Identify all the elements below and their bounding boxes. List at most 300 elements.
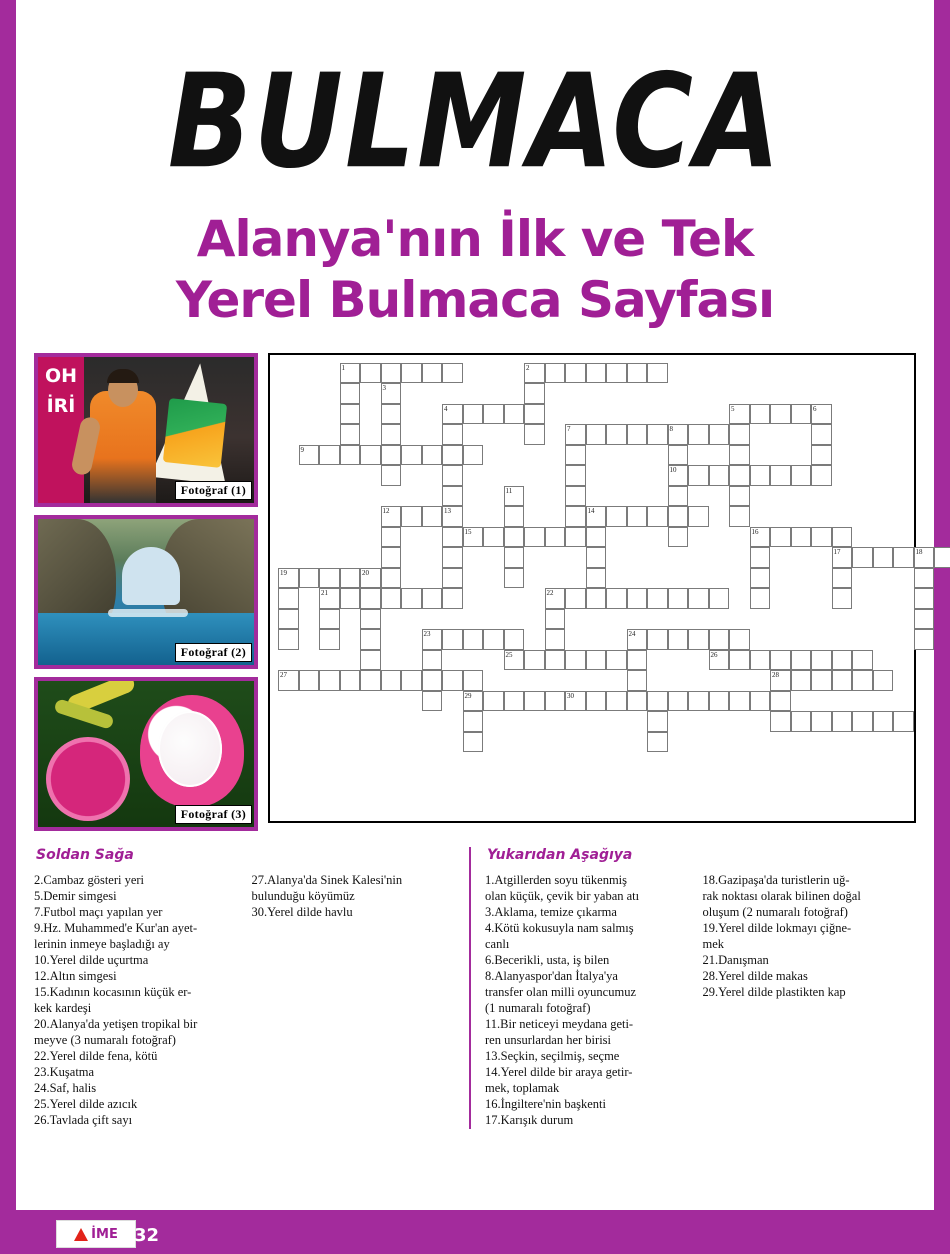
event-banner: OH İRİ	[38, 357, 84, 503]
clue-line: ren unsurlardan her birisi	[485, 1032, 612, 1047]
crossword-cell[interactable]	[401, 506, 422, 527]
cell-number: 6	[813, 404, 817, 413]
clue-line: 8.Alanyaspor'dan İtalya'ya	[485, 968, 618, 983]
crossword-cell[interactable]	[340, 383, 361, 404]
crossword-cell[interactable]	[401, 670, 422, 691]
cell-number: 18	[915, 548, 923, 556]
crossword-cell[interactable]	[340, 670, 361, 691]
crossword-cell[interactable]	[565, 465, 586, 486]
cell-number: 24	[628, 630, 636, 638]
crossword-cell[interactable]	[401, 445, 422, 466]
masthead	[16, 0, 934, 331]
crossword-cell[interactable]	[545, 609, 566, 630]
crossword-cell[interactable]	[504, 629, 525, 650]
right-purple-border	[934, 0, 950, 1254]
crossword-cell[interactable]	[299, 445, 320, 466]
crossword-cell[interactable]	[791, 650, 812, 671]
crossword-cell[interactable]	[811, 445, 832, 466]
crossword-cell[interactable]	[750, 465, 771, 486]
crossword-cell[interactable]	[586, 650, 607, 671]
clue-line: bulunduğu köyümüz	[251, 888, 355, 903]
crossword-cell[interactable]	[463, 691, 484, 712]
crossword-cell[interactable]	[319, 445, 340, 466]
crossword-cell[interactable]	[668, 691, 689, 712]
cave-arch	[122, 547, 180, 605]
crossword-cell[interactable]	[606, 363, 627, 384]
cell-number: 8	[669, 425, 673, 433]
cell-number: 23	[423, 630, 431, 638]
cell-number: 15	[464, 527, 472, 536]
crossword-cell[interactable]	[504, 506, 525, 527]
crossword-cell[interactable]	[524, 691, 545, 712]
crossword-cell[interactable]	[811, 465, 832, 486]
crossword-cell[interactable]	[360, 445, 381, 466]
crossword-cell[interactable]	[545, 363, 566, 384]
crossword-cell[interactable]	[811, 424, 832, 445]
crossword-cell[interactable]	[647, 424, 668, 445]
crossword-cell[interactable]	[729, 629, 750, 650]
crossword-cell[interactable]	[586, 506, 607, 527]
crossword-cell[interactable]	[442, 465, 463, 486]
clue-line: 26.Tavlada çift sayı	[34, 1112, 133, 1127]
clue-line: rak noktası olarak bilinen doğal	[702, 888, 861, 903]
crossword-cell[interactable]	[811, 527, 832, 548]
crossword-cell[interactable]	[319, 568, 340, 589]
crossword-cell[interactable]	[278, 609, 299, 630]
crossword-cell[interactable]	[852, 670, 873, 691]
cell-number: 26	[710, 650, 718, 659]
crossword-cell[interactable]	[442, 404, 463, 425]
crossword-cell[interactable]	[381, 404, 402, 425]
crossword-cell[interactable]	[504, 404, 525, 425]
crossword-cell[interactable]	[381, 363, 402, 384]
cell-number: 13	[444, 507, 451, 515]
crossword-cell[interactable]	[668, 445, 689, 466]
cell-number: 10	[669, 466, 677, 474]
crossword-cell[interactable]	[545, 650, 566, 671]
crossword-cell[interactable]	[524, 383, 545, 404]
crossword-cell[interactable]	[545, 588, 566, 609]
page-subtitle	[16, 209, 934, 331]
crossword-cell[interactable]	[934, 547, 950, 568]
crossword-cell[interactable]	[360, 609, 381, 630]
crossword-cell[interactable]	[606, 650, 627, 671]
crossword-cell[interactable]	[627, 363, 648, 384]
cell-number: 29	[464, 691, 472, 700]
crossword-cell[interactable]	[381, 424, 402, 445]
crossword-cell[interactable]	[299, 568, 320, 589]
crossword-cell[interactable]	[750, 568, 771, 589]
clue-line: kek kardeşi	[34, 1000, 92, 1015]
crossword-cell[interactable]	[832, 650, 853, 671]
clue-line: transfer olan milli oyuncumuz	[485, 984, 637, 999]
crossword-cell[interactable]	[381, 588, 402, 609]
across-title: Soldan Sağa	[36, 846, 134, 863]
cell-number: 21	[321, 589, 328, 597]
crossword-cell[interactable]	[442, 670, 463, 691]
footer-bar	[16, 1210, 934, 1254]
crossword-cell[interactable]	[627, 629, 648, 650]
crossword-cell[interactable]	[729, 691, 750, 712]
crossword-cell[interactable]	[627, 506, 648, 527]
clue-line: 13.Seçkin, seçilmiş, seçme	[485, 1048, 620, 1063]
crossword-cell[interactable]	[832, 527, 853, 548]
clue-line: 15.Kadının kocasının küçük er-	[34, 984, 192, 999]
crossword-cell[interactable]	[340, 404, 361, 425]
crossword-cell[interactable]	[668, 486, 689, 507]
crossword-cell[interactable]	[832, 711, 853, 732]
crossword-cell[interactable]	[914, 547, 935, 568]
down-column-2	[703, 873, 903, 1129]
crossword-cell[interactable]	[750, 691, 771, 712]
crossword-cell[interactable]	[565, 691, 586, 712]
crossword-cell[interactable]	[668, 465, 689, 486]
crossword-cell[interactable]	[647, 629, 668, 650]
crossword-cell[interactable]	[381, 547, 402, 568]
crossword-cell[interactable]	[381, 506, 402, 527]
clue-line: olan küçük, çevik bir yaban atı	[485, 888, 640, 903]
cell-number: 12	[382, 507, 390, 515]
crossword-cell[interactable]	[545, 691, 566, 712]
crossword-cell[interactable]	[319, 670, 340, 691]
footballer-hair	[107, 369, 139, 383]
crossword-cell[interactable]	[668, 629, 689, 650]
crossword-cell[interactable]	[565, 424, 586, 445]
crossword-cell[interactable]	[483, 404, 504, 425]
crossword-cell[interactable]	[360, 588, 381, 609]
crossword-cell[interactable]	[893, 711, 914, 732]
crossword-cell[interactable]	[504, 691, 525, 712]
crossword-cell[interactable]	[709, 465, 730, 486]
crossword-cell[interactable]	[463, 711, 484, 732]
crossword-cell[interactable]	[565, 650, 586, 671]
crossword-cell[interactable]	[750, 404, 771, 425]
crossword-cell[interactable]	[750, 527, 771, 548]
crossword-cell[interactable]	[668, 588, 689, 609]
crossword-cell[interactable]	[770, 670, 791, 691]
crossword-cell[interactable]	[791, 465, 812, 486]
crossword-cell[interactable]	[729, 445, 750, 466]
crossword-cell[interactable]	[442, 547, 463, 568]
crossword-cell[interactable]	[381, 670, 402, 691]
crossword-cell[interactable]	[606, 506, 627, 527]
crossword-cell[interactable]	[688, 424, 709, 445]
crossword-cell[interactable]	[463, 404, 484, 425]
crossword-cell[interactable]	[811, 650, 832, 671]
crossword-cell[interactable]	[504, 527, 525, 548]
crossword-cell[interactable]	[914, 568, 935, 589]
crossword-cell[interactable]	[668, 527, 689, 548]
beverage-graphic	[163, 398, 227, 468]
page-body	[16, 0, 934, 1254]
cell-number: 27	[280, 671, 287, 679]
crossword-cell[interactable]	[750, 650, 771, 671]
crossword-cell[interactable]	[729, 465, 750, 486]
clue-line: 18.Gazipaşa'da turistlerin uğ-	[702, 872, 850, 887]
clue-line: 28.Yerel dilde makas	[702, 968, 808, 983]
cell-number: 30	[567, 691, 574, 700]
crossword-cell[interactable]	[852, 547, 873, 568]
crossword-cell[interactable]	[401, 588, 422, 609]
crossword-cell[interactable]	[442, 568, 463, 589]
crossword-cell[interactable]	[709, 424, 730, 445]
crossword-cell[interactable]	[524, 650, 545, 671]
crossword-cell[interactable]	[319, 588, 340, 609]
crossword-cell[interactable]	[873, 547, 894, 568]
crossword-cell[interactable]	[709, 691, 730, 712]
down-column-1	[485, 873, 685, 1129]
crossword-cell[interactable]	[299, 670, 320, 691]
crossword-cell[interactable]	[791, 670, 812, 691]
crossword-cell[interactable]	[463, 629, 484, 650]
crossword-cell[interactable]	[278, 588, 299, 609]
crossword-cell[interactable]	[483, 691, 504, 712]
page-title: BULMACA	[167, 45, 783, 197]
crossword-cell[interactable]	[442, 588, 463, 609]
crossword-cell[interactable]	[381, 465, 402, 486]
crossword-cell[interactable]	[811, 670, 832, 691]
across-column-2	[252, 873, 452, 1129]
crossword-cell[interactable]	[729, 424, 750, 445]
clue-line: 1.Atgillerden soyu tükenmiş	[485, 872, 627, 887]
crossword-cell[interactable]	[442, 424, 463, 445]
crossword-cell[interactable]	[811, 711, 832, 732]
crossword-cell[interactable]	[791, 711, 812, 732]
crossword-cell[interactable]	[914, 609, 935, 630]
crossword-cell[interactable]	[463, 670, 484, 691]
crossword-cell[interactable]	[586, 547, 607, 568]
crossword-cell[interactable]	[832, 588, 853, 609]
crossword-cell[interactable]	[381, 527, 402, 548]
crossword-cell[interactable]	[442, 486, 463, 507]
crossword-cell[interactable]	[770, 527, 791, 548]
crossword-cell[interactable]	[688, 465, 709, 486]
crossword-cell[interactable]	[545, 527, 566, 548]
down-title: Yukarıdan Aşağıya	[487, 846, 633, 863]
crossword-cell[interactable]	[483, 527, 504, 548]
crossword-cell[interactable]	[360, 670, 381, 691]
crossword-cell[interactable]	[278, 670, 299, 691]
crossword-cell[interactable]	[852, 650, 873, 671]
clue-line: mek	[702, 936, 725, 951]
crossword-cell[interactable]	[873, 670, 894, 691]
crossword-cell[interactable]	[586, 424, 607, 445]
publisher-logo	[56, 1220, 136, 1248]
crossword-cell[interactable]	[381, 445, 402, 466]
crossword-cell[interactable]	[647, 506, 668, 527]
crossword-cell[interactable]	[340, 363, 361, 384]
crossword-cell[interactable]	[360, 363, 381, 384]
crossword-cell[interactable]	[586, 691, 607, 712]
crossword-cell[interactable]	[422, 363, 443, 384]
crossword-cell[interactable]	[565, 445, 586, 466]
crossword-cell[interactable]	[668, 506, 689, 527]
crossword-cell[interactable]	[360, 568, 381, 589]
clue-line: 22.Yerel dilde fena, kötü	[34, 1048, 158, 1063]
crossword-cell[interactable]	[422, 506, 443, 527]
crossword-cell[interactable]	[319, 629, 340, 650]
crossword-cell[interactable]	[770, 465, 791, 486]
cell-number: 4	[444, 404, 448, 413]
clue-line: 4.Kötü kokusuyla nam salmış	[485, 920, 634, 935]
dragon-fruit-half	[46, 737, 130, 821]
subtitle-line-1: Alanya'nın İlk ve Tek	[196, 209, 754, 268]
crossword-cell[interactable]	[606, 588, 627, 609]
crossword-cell[interactable]	[791, 404, 812, 425]
crossword-cell[interactable]	[770, 691, 791, 712]
crossword-cell[interactable]	[729, 404, 750, 425]
crossword-cell[interactable]	[750, 547, 771, 568]
crossword-cell[interactable]	[565, 363, 586, 384]
photo-3	[34, 677, 258, 831]
crossword-cell[interactable]	[586, 568, 607, 589]
crossword-cell[interactable]	[688, 588, 709, 609]
photo-2	[34, 515, 258, 669]
crossword-cell[interactable]	[545, 629, 566, 650]
crossword-cell[interactable]	[565, 506, 586, 527]
cell-number: 28	[772, 671, 779, 679]
crossword-cells[interactable]	[270, 355, 923, 821]
crossword-cell[interactable]	[688, 506, 709, 527]
crossword-cell[interactable]	[565, 486, 586, 507]
crossword-cell[interactable]	[422, 445, 443, 466]
crossword-cell[interactable]	[422, 629, 443, 650]
crossword-cell[interactable]	[873, 711, 894, 732]
crossword-cell[interactable]	[627, 670, 648, 691]
clue-line: 17.Karışık durum	[485, 1112, 574, 1127]
crossword-cell[interactable]	[463, 445, 484, 466]
crossword-cell[interactable]	[729, 650, 750, 671]
crossword-cell[interactable]	[770, 650, 791, 671]
crossword-cell[interactable]	[709, 588, 730, 609]
crossword-cell[interactable]	[627, 588, 648, 609]
down-clues	[485, 847, 916, 1129]
crossword-cell[interactable]	[606, 691, 627, 712]
crossword-cell[interactable]	[627, 691, 648, 712]
crossword-cell[interactable]	[770, 711, 791, 732]
crossword-cell[interactable]	[504, 650, 525, 671]
crossword-cell[interactable]	[524, 363, 545, 384]
across-clues	[34, 847, 465, 1129]
crossword-cell[interactable]	[729, 486, 750, 507]
crossword-cell[interactable]	[893, 547, 914, 568]
crossword-cell[interactable]	[647, 363, 668, 384]
crossword-cell[interactable]	[914, 629, 935, 650]
crossword-grid[interactable]	[268, 353, 923, 823]
crossword-cell[interactable]	[709, 650, 730, 671]
crossword-cell[interactable]	[524, 527, 545, 548]
crossword-cell[interactable]	[463, 527, 484, 548]
crossword-cell[interactable]	[504, 547, 525, 568]
clue-line: 21.Danışman	[702, 952, 769, 967]
crossword-cell[interactable]	[688, 629, 709, 650]
crossword-cell[interactable]	[319, 609, 340, 630]
cell-number: 20	[362, 568, 369, 577]
crossword-cell[interactable]	[340, 424, 361, 445]
crossword-cell[interactable]	[340, 568, 361, 589]
crossword-cell[interactable]	[791, 527, 812, 548]
crossword-cell[interactable]	[483, 629, 504, 650]
crossword-cell[interactable]	[586, 588, 607, 609]
crossword-cell[interactable]	[381, 568, 402, 589]
clue-line: lerinin inmeye başladığı ay	[34, 936, 170, 951]
sea-foam	[108, 609, 188, 617]
dragon-fruit-whole	[140, 695, 244, 807]
crossword-cell[interactable]	[565, 527, 586, 548]
clue-line: 24.Saf, halis	[34, 1080, 97, 1095]
crossword-cell[interactable]	[647, 711, 668, 732]
crossword-cell[interactable]	[340, 445, 361, 466]
crossword-cell[interactable]	[504, 486, 525, 507]
crossword-cell[interactable]	[668, 424, 689, 445]
crossword-cell[interactable]	[524, 424, 545, 445]
crossword-cell[interactable]	[422, 691, 443, 712]
crossword-cell[interactable]	[627, 650, 648, 671]
crossword-cell[interactable]	[442, 445, 463, 466]
clue-line: (1 numaralı fotoğraf)	[485, 1000, 591, 1015]
crossword-cell[interactable]	[811, 404, 832, 425]
clue-line: 12.Altın simgesi	[34, 968, 117, 983]
crossword-cell[interactable]	[524, 404, 545, 425]
crossword-cell[interactable]	[340, 588, 361, 609]
clue-line: 29.Yerel dilde plastikten kap	[702, 984, 846, 999]
crossword-cell[interactable]	[688, 691, 709, 712]
cell-number: 1	[341, 363, 345, 372]
clue-line: 23.Kuşatma	[34, 1064, 95, 1079]
crossword-cell[interactable]	[832, 568, 853, 589]
crossword-cell[interactable]	[832, 670, 853, 691]
crossword-cell[interactable]	[442, 363, 463, 384]
crossword-cell[interactable]	[442, 629, 463, 650]
crossword-cell[interactable]	[709, 629, 730, 650]
crossword-cell[interactable]	[442, 527, 463, 548]
triangle-icon	[74, 1228, 88, 1241]
crossword-cell[interactable]	[750, 588, 771, 609]
crossword-cell[interactable]	[647, 691, 668, 712]
crossword-cell[interactable]	[852, 711, 873, 732]
crossword-cell[interactable]	[606, 424, 627, 445]
crossword-cell[interactable]	[586, 363, 607, 384]
crossword-cell[interactable]	[729, 506, 750, 527]
clue-line: 6.Becerikli, usta, iş bilen	[485, 952, 610, 967]
crossword-cell[interactable]	[442, 506, 463, 527]
crossword-cell[interactable]	[278, 568, 299, 589]
crossword-cell[interactable]	[422, 670, 443, 691]
page-number: 32	[134, 1225, 160, 1246]
crossword-cell[interactable]	[360, 650, 381, 671]
crossword-cell[interactable]	[565, 588, 586, 609]
crossword-cell[interactable]	[647, 732, 668, 753]
clue-line: 30.Yerel dilde havlu	[251, 904, 353, 919]
crossword-cell[interactable]	[401, 363, 422, 384]
crossword-cell[interactable]	[463, 732, 484, 753]
crossword-cell[interactable]	[278, 629, 299, 650]
crossword-cell[interactable]	[381, 383, 402, 404]
crossword-cell[interactable]	[627, 424, 648, 445]
crossword-cell[interactable]	[360, 629, 381, 650]
crossword-cell[interactable]	[770, 404, 791, 425]
crossword-cell[interactable]	[422, 650, 443, 671]
crossword-cell[interactable]	[422, 588, 443, 609]
clues-section	[16, 847, 934, 1129]
crossword-cell[interactable]	[832, 547, 853, 568]
crossword-cell[interactable]	[504, 568, 525, 589]
crossword-cell[interactable]	[586, 527, 607, 548]
clue-line: 7.Futbol maçı yapılan yer	[34, 904, 163, 919]
crossword-cell[interactable]	[647, 588, 668, 609]
crossword-cell[interactable]	[914, 588, 935, 609]
clue-line: 14.Yerel dilde bir araya getir-	[485, 1064, 633, 1079]
